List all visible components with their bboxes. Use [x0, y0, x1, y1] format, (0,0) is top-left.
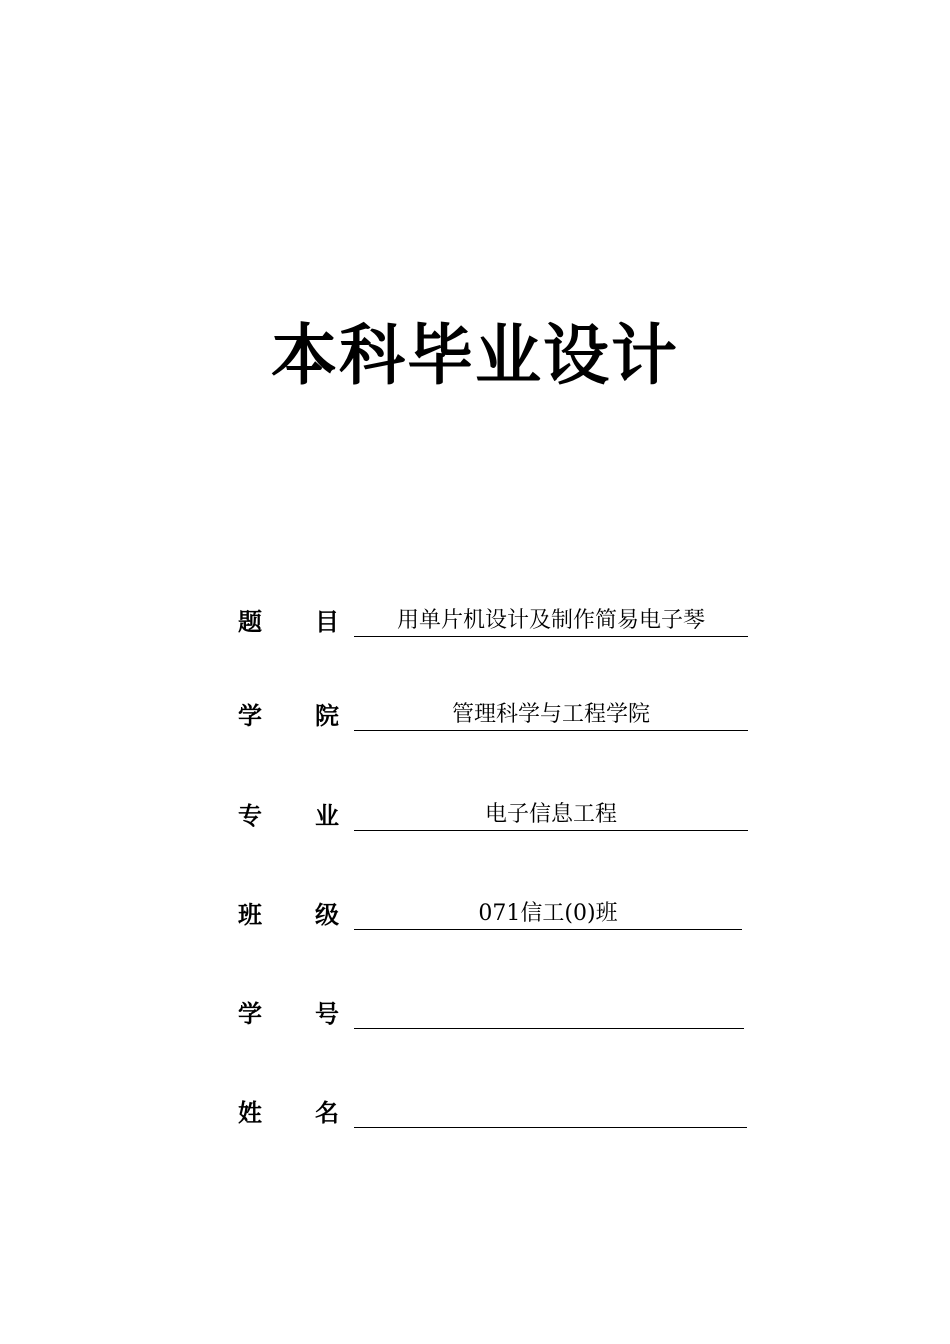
field-label-char: 学: [238, 1000, 262, 1028]
field-row-college: [238, 700, 758, 740]
field-value-topic: 用单片机设计及制作简易电子琴: [354, 606, 748, 637]
field-row-student-id: [238, 998, 758, 1038]
field-label-char: 学: [238, 702, 262, 730]
field-row-class: [238, 899, 758, 939]
field-value-student-id: [354, 998, 744, 1029]
field-label-char: 名: [315, 1099, 339, 1127]
field-label-char: 目: [315, 608, 339, 636]
field-row-name: [238, 1097, 758, 1137]
field-label-char: 号: [315, 1000, 339, 1028]
field-value-college: 管理科学与工程学院: [354, 700, 748, 731]
field-label-char: 专: [238, 802, 262, 830]
field-label-char: 院: [315, 702, 339, 730]
page-title: 本科毕业设计: [271, 317, 679, 394]
field-label-char: 题: [238, 608, 262, 636]
field-value-major: 电子信息工程: [354, 800, 748, 831]
field-value-class: 071信工(0)班: [354, 899, 742, 930]
field-label-char: 业: [315, 802, 339, 830]
field-label-char: 班: [238, 901, 262, 929]
field-label-char: 姓: [238, 1099, 262, 1127]
field-row-topic: [238, 606, 758, 646]
field-label-char: 级: [315, 901, 339, 929]
field-value-name: [354, 1097, 747, 1128]
field-row-major: [238, 800, 758, 840]
